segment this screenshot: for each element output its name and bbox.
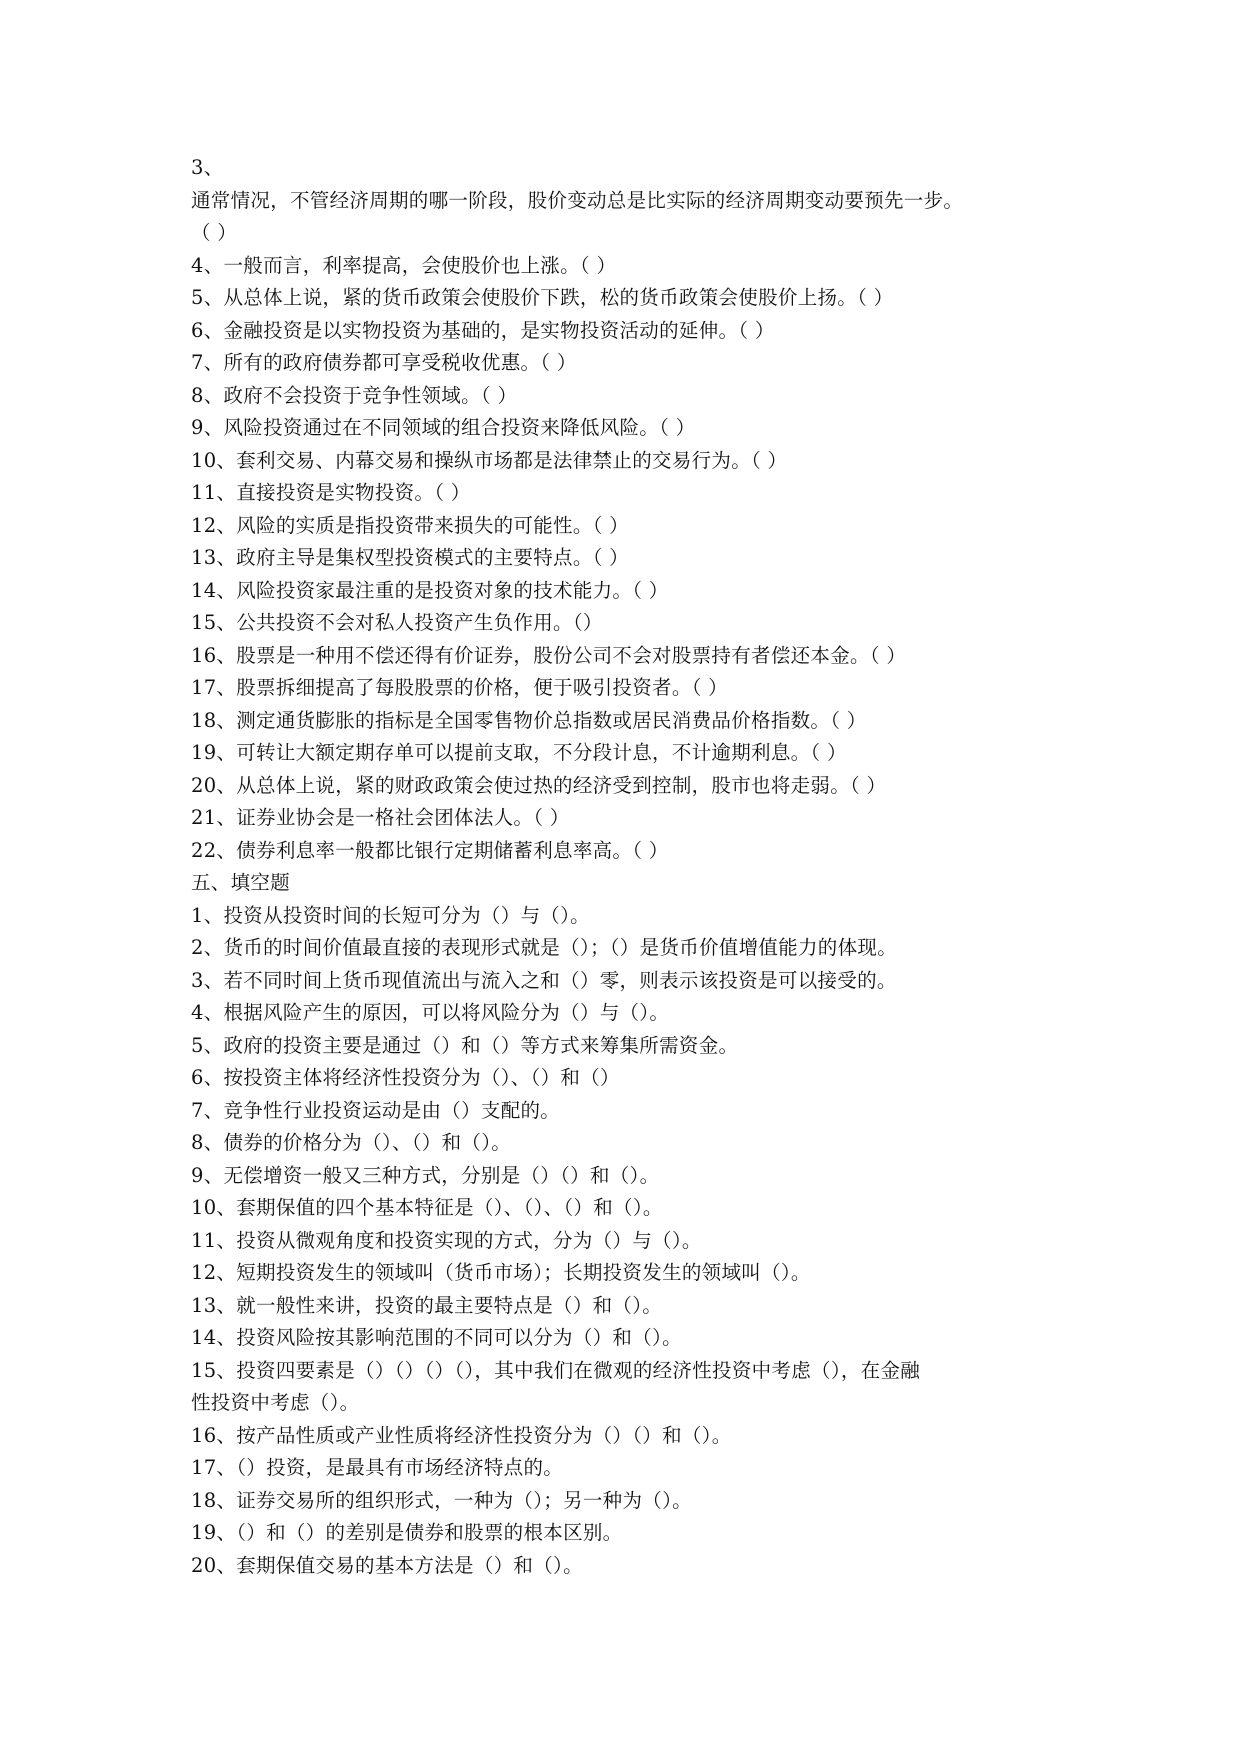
fill-question-5: 5、政府的投资主要是通过（）和（）等方式来筹集所需资金。 — [191, 1033, 739, 1057]
fill-question-19: 19、（）和（）的差别是债券和股票的根本区别。 — [191, 1521, 623, 1544]
document-page — [191, 152, 1091, 1582]
question-12: 12、风险的实质是指投资带来损失的可能性。（ ） — [191, 513, 629, 537]
question-13: 13、政府主导是集权型投资模式的主要特点。（ ） — [191, 546, 629, 569]
question-8: 8、政府不会投资于竞争性领域。（ ） — [191, 383, 518, 407]
question-4: 4、一般而言，利率提高，会使股价也上涨。（ ） — [191, 253, 617, 277]
question-18: 18、测定通货膨胀的指标是全国零售物价总指数或居民消费品价格指数。（ ） — [191, 708, 867, 732]
fill-question-17: 17、（）投资，是最具有市场经济特点的。 — [191, 1456, 564, 1479]
fill-question-8: 8、债券的价格分为（）、（）和（）。 — [191, 1131, 512, 1154]
question-14: 14、风险投资家最注重的是投资对象的技术能力。（ ） — [191, 578, 669, 602]
question-9: 9、风险投资通过在不同领域的组合投资来降低风险。（ ） — [191, 416, 696, 439]
fill-question-10: 10、套期保值的四个基本特征是（）、（）、（）和（）。 — [191, 1196, 663, 1219]
fill-question-3: 3、若不同时间上货币现值流出与流入之和（）零，则表示该投资是可以接受的。 — [191, 968, 897, 992]
fill-question-16: 16、按产品性质或产业性质将经济性投资分为（）（）和（）。 — [191, 1423, 732, 1447]
question-15: 15、公共投资不会对私人投资产生负作用。（） — [191, 611, 603, 634]
fill-question-18: 18、证券交易所的组织形式，一种为（）；另一种为（）。 — [191, 1488, 692, 1512]
fill-question-6: 6、按投资主体将经济性投资分为（）、（）和（） — [191, 1066, 620, 1089]
question-16: 16、股票是一种用不偿还得有价证券，股份公司不会对股票持有者偿还本金。（ ） — [191, 643, 907, 667]
fill-question-12: 12、短期投资发生的领域叫（货币市场）；长期投资发生的领域叫（）。 — [191, 1261, 811, 1284]
fill-question-14: 14、投资风险按其影响范围的不同可以分为（）和（）。 — [191, 1326, 682, 1349]
question-21: 21、证券业协会是一格社会团体法人。（ ） — [191, 806, 570, 829]
question-10: 10、套利交易、内幕交易和操纵市场都是法律禁止的交易行为。（ ） — [191, 448, 788, 472]
question-11: 11、直接投资是实物投资。（ ） — [191, 481, 471, 504]
question-22: 22、债券利息率一般都比银行定期储蓄利息率高。（ ） — [191, 838, 669, 862]
question-6: 6、金融投资是以实物投资为基础的，是实物投资活动的延伸。（ ） — [191, 318, 775, 342]
question-20: 20、从总体上说，紧的财政政策会使过热的经济受到控制，股市也将走弱。（ ） — [191, 773, 887, 797]
question-19: 19、可转让大额定期存单可以提前支取，不分段计息，不计逾期利息。（ ） — [191, 741, 847, 764]
question-7: 7、所有的政府债券都可享受税收优惠。（ ） — [191, 351, 577, 374]
section-title: 五、填空题 — [191, 871, 291, 894]
fill-question-7: 7、竞争性行业投资运动是由（）支配的。 — [191, 1098, 561, 1122]
fill-question-20: 20、套期保值交易的基本方法是（）和（）。 — [191, 1553, 583, 1577]
question-5: 5、从总体上说，紧的货币政策会使股价下跌，松的货币政策会使股价上扬。（ ） — [191, 286, 894, 309]
fill-question-15: 15、投资四要素是（）（）（）（），其中我们在微观的经济性投资中考虑（），在金融 — [191, 1358, 921, 1382]
fill-question-15-continued: 性投资中考虑（）。 — [191, 1391, 360, 1414]
fill-question-2: 2、货币的时间价值最直接的表现形式就是（）；（）是货币价值增值能力的体现。 — [191, 936, 898, 959]
fill-question-9: 9、无偿增资一般又三种方式，分别是（）（）和（）。 — [191, 1163, 660, 1187]
fill-question-1: 1、投资从投资时间的长短可分为（）与（）。 — [191, 903, 590, 927]
fill-question-11: 11、投资从微观角度和投资实现的方式，分为（）与（）。 — [191, 1228, 702, 1252]
question-3-blank: （ ） — [191, 221, 238, 244]
fill-question-13: 13、就一般性来讲，投资的最主要特点是（）和（）。 — [191, 1293, 663, 1317]
fill-question-4: 4、根据风险产生的原因，可以将风险分为（）与（）。 — [191, 1001, 670, 1024]
question-3-number: 3、 — [191, 156, 224, 179]
question-17: 17、股票拆细提高了每股股票的价格，便于吸引投资者。（ ） — [191, 676, 728, 699]
question-3-text: 通常情况，不管经济周期的哪一阶段，股价变动总是比实际的经济周期变动要预先一步。 — [191, 188, 964, 212]
